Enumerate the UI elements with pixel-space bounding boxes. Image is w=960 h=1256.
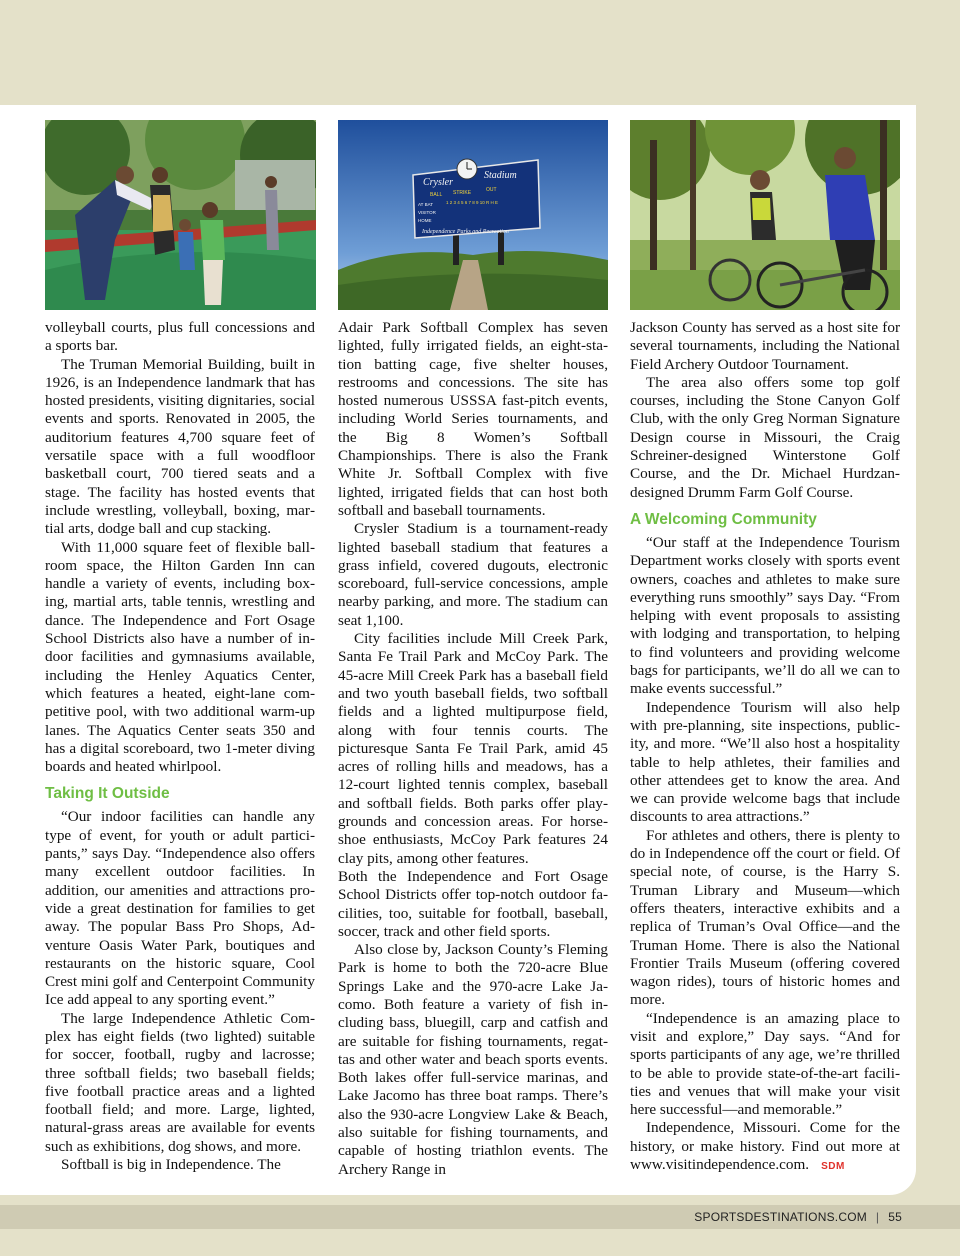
footer	[694, 1210, 902, 1224]
scoreboard-name-right: Stadium	[484, 170, 517, 181]
page-number: 55	[888, 1210, 902, 1224]
col3-paragraph: “Our staff at the Independence Tourism Department works closely with sports event owners, coaches and athletes to make sure everything runs smoothly” says Day. “From helping with event proposals to assisting with lodging and transportation, to helping to find volunteers and providing welcome bags for participants, we’ll do all we can to make events successful.”	[630, 533, 900, 698]
scoreboard-strike: STRIKE	[453, 190, 472, 196]
col3-paragraph: For athletes and others, there is plenty to do in Independence off the court or field. Of special note, of course, is the Harry S. Truman Library and Museum—which offers theaters, interactive exhibits and a replica of Truman’s Oval Office—and the Truman Home. There is also the National Frontier Trails Museum (offering covered wagon rides), tours of historic homes and more.	[630, 826, 900, 1009]
scoreboard-name-left: Crysler	[423, 177, 453, 188]
scoreboard-home: HOME	[418, 218, 432, 223]
scoreboard-out: OUT	[486, 187, 497, 193]
col1-paragraph: “Our indoor facilities can handle any type of event, for youth or adult participants,” says Day. “Independence also offers many excellent outdoor facilities. In addition, our amenities and attractions provide a great destination for families to get away. The popular Bass Pro Shops, Adventure Oasis Water Park, boutiques and restaurants on the historic square, Cool Crest mini golf and Centerpoint Community Ice add appeal to any sporting event.”	[45, 808, 315, 1009]
scoreboard-sponsor: Independence Parks and Recreation	[422, 229, 509, 235]
section-heading-welcoming-community: A Welcoming Community	[630, 510, 817, 528]
col3-paragraph	[630, 1119, 900, 1176]
sdm-end-mark: SDM	[821, 1161, 845, 1173]
scoreboard-ball: BALL	[430, 192, 443, 198]
article-column-2	[338, 319, 608, 1179]
col3-paragraph: Independence Tourism will also help with pre-planning, site inspections, publicity, and more. “We’ll also host a hospitality table to help athletes, their families and other attendees get to know the area. And we can provide welcome bags that include discounts to area attractions.”	[630, 698, 900, 826]
col3-paragraph: “Independence is an amazing place to visit and explore,” Day says. “And for sports participants of any age, we’re thrilled to be able to provide state-of-the-art facilities and venues that will make your visit here successful—and memorable.”	[630, 1009, 900, 1119]
article-column-3	[630, 319, 900, 1176]
mini-golf-photo	[45, 120, 316, 310]
scoreboard-photo	[338, 120, 608, 310]
article-column-1	[45, 319, 315, 1174]
closing-text: Independence, Missouri. Come for the history, or make history. Find out more at www.visitindependence.com.	[630, 1119, 900, 1174]
col1-paragraph: With 11,000 square feet of flexible ballroom space, the Hilton Garden Inn can handle a variety of events, including boxing, martial arts, table tennis, wrestling and dance. The Independence and Fort Osage School Districts also have a number of indoor facilities and gymnasiums available, including the Henley Aquatics Center, which features a heated, eight-lane competitive pool, with two additional warm-up lanes. The Aquatics Center seats 350 and has a digital scoreboard, two 1-meter diving boards and heated whirlpool.	[45, 538, 315, 776]
col2-paragraph: Crysler Stadium is a tournament-ready lighted baseball stadium that features a grass infield, covered dugouts, electronic scoreboard, full-service concessions, ample nearby parking, and more. The stadium can seat 1,100.	[338, 520, 608, 629]
col3-paragraph: The area also offers some top golf courses, including the Stone Canyon Golf Club, with the only Greg Norman Signature Design course in Missouri, the Craig Schreiner-designed Winterstone Golf Course, and the Dr. Michael Hurdzan-designed Drumm Farm Golf Course.	[630, 373, 900, 501]
col1-paragraph: Softball is big in Independence. The	[61, 1156, 281, 1174]
col1-paragraph: volleyball courts, plus full concessions and a sports bar.	[45, 319, 315, 355]
col1-paragraph: The large Independence Athletic Complex has eight fields (two lighted) suitable for soccer, football, rugby and lacrosse; three softball fields; two baseball fields; five football practice areas and a lighted football field; and more. Large, lighted, natural-grass areas are available for events such as exhibitions, dog shows, and more.	[45, 1009, 315, 1155]
col1-paragraph: The Truman Memorial Building, built in 1926, is an Independence landmark that has hosted presidents, visiting dignitaries, social events and sports. Renovated in 2005, the auditorium features 4,700 square feet of versatile space with a full woodfloor basketball court, 700 tiered seats and a stage. The facility has hosted events that include wrestling, volleyball, boxing, martial arts, dodge ball and cup stacking.	[45, 355, 315, 538]
col2-paragraph: Both the Independence and Fort Osage School Districts offer top-notch outdoor facilities, too, suitable for football, baseball, soccer, track and other field sports.	[338, 867, 608, 940]
section-heading-taking-it-outside: Taking It Outside	[45, 785, 170, 803]
col3-paragraph: Jackson County has served as a host site for several tournaments, including the National Field Archery Outdoor Tournament.	[630, 319, 900, 373]
scoreboard-innings: 1 2 3 4 5 6 7 8 9 10 R H E	[446, 200, 499, 205]
footer-separator: |	[875, 1210, 880, 1224]
scoreboard-visitor: VISITOR	[418, 210, 436, 215]
scoreboard-at-bat: AT BAT	[418, 202, 434, 207]
col2-paragraph: City facilities include Mill Creek Park, Santa Fe Trail Park and McCoy Park. The 45-acre Mill Creek Park has a baseball field and two youth baseball fields, two softball fields and a lighted multipurpose field, along with four tennis courts. The picturesque Santa Fe Trail Park, amid 45 acres of rolling hills and meadows, has a 12-court lighted tennis complex, baseball and softball fields. Both parks offer playgrounds and concession areas. For horseshoe enthusiasts, McCoy Park features 24 clay pits, among other features.	[338, 630, 608, 867]
cycling-photo	[630, 120, 900, 310]
col2-paragraph: Also close by, Jackson County’s Fleming Park is home to both the 720-acre Blue Springs Lake and the 970-acre Lake Jacomo. Both feature a variety of fish including bass, bluegill, carp and catfish and are suitable for fishing tournaments, regattas and other water and beach sports events. Both lakes offer full-service marinas, and Lake Jacomo has three boat ramps. There’s also the 930-acre Longview Lake & Beach, also suitable for fishing tournaments, and capable of hosting triathlon events. The Archery Range in	[338, 941, 608, 1178]
col2-paragraph: Adair Park Softball Complex has seven lighted, fully irrigated fields, an eight-station batting cage, five shelter houses, restrooms and concessions. The site has hosted numerous USSSA fast-pitch events, including World Series tournaments, and the Big 8 Women’s Softball Championships. There is also the Frank White Jr. Softball Complex with five lighted, irrigated fields that can host both softball and baseball tournaments.	[338, 319, 608, 519]
footer-site-link[interactable]: SPORTSDESTINATIONS.COM	[694, 1210, 867, 1224]
